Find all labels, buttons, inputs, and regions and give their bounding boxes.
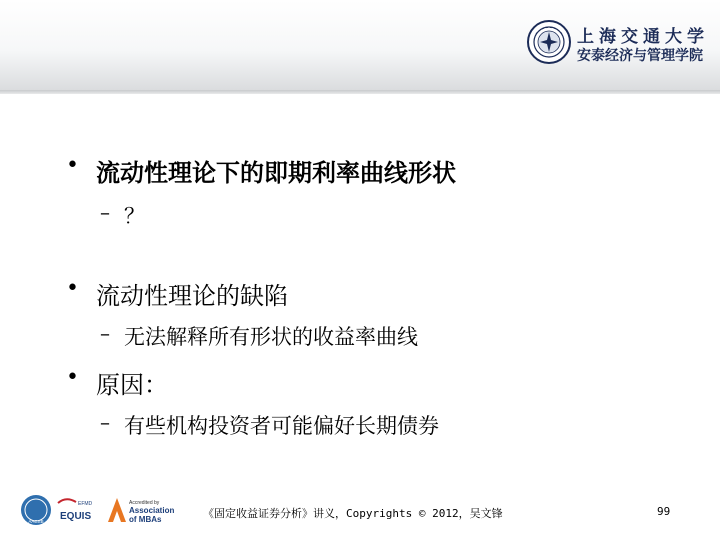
sub-bullet-marker: –: [100, 410, 110, 434]
sub-bullet-text: ？: [124, 204, 145, 228]
bullet-marker: •: [66, 276, 79, 301]
equis-logo-icon: [58, 499, 93, 522]
page-number: 99: [657, 505, 671, 518]
sub-bullet-marker: –: [100, 321, 110, 345]
sub-bullet-marker: –: [100, 200, 110, 224]
amba-logo-line1: Accredited by: [129, 500, 160, 506]
amba-logo-line3: of MBAs: [129, 515, 162, 524]
school-name: 安泰经济与管理学院: [577, 48, 703, 64]
aacsb-logo-icon: [21, 495, 51, 525]
efmd-logo-text: EFMD: [78, 501, 93, 507]
amba-logo-line2: Association: [129, 506, 175, 515]
equis-logo-text: EQUIS: [60, 511, 92, 522]
amba-logo-icon: [108, 498, 174, 524]
university-seal-icon: [527, 20, 571, 64]
footer-copyright: 《固定收益证券分析》讲义，Copyrights © 2012，吴文锋: [203, 507, 503, 520]
bullet-marker: •: [66, 153, 79, 178]
header-divider: [0, 90, 720, 94]
sub-bullet-text: 有些机构投资者可能偏好长期债券: [124, 414, 439, 438]
accreditation-logos: [20, 490, 180, 530]
bullet-text: 流动性理论下的即期利率曲线形状: [96, 158, 456, 187]
bullet-marker: •: [66, 365, 79, 390]
bullet-text: 流动性理论的缺陷: [96, 282, 288, 310]
university-name: 上海交通大学: [577, 27, 709, 47]
sub-bullet-text: 无法解释所有形状的收益率曲线: [124, 325, 418, 349]
aacsb-logo-text: AACSB: [28, 519, 44, 524]
bullet-text: 原因：: [96, 371, 168, 399]
